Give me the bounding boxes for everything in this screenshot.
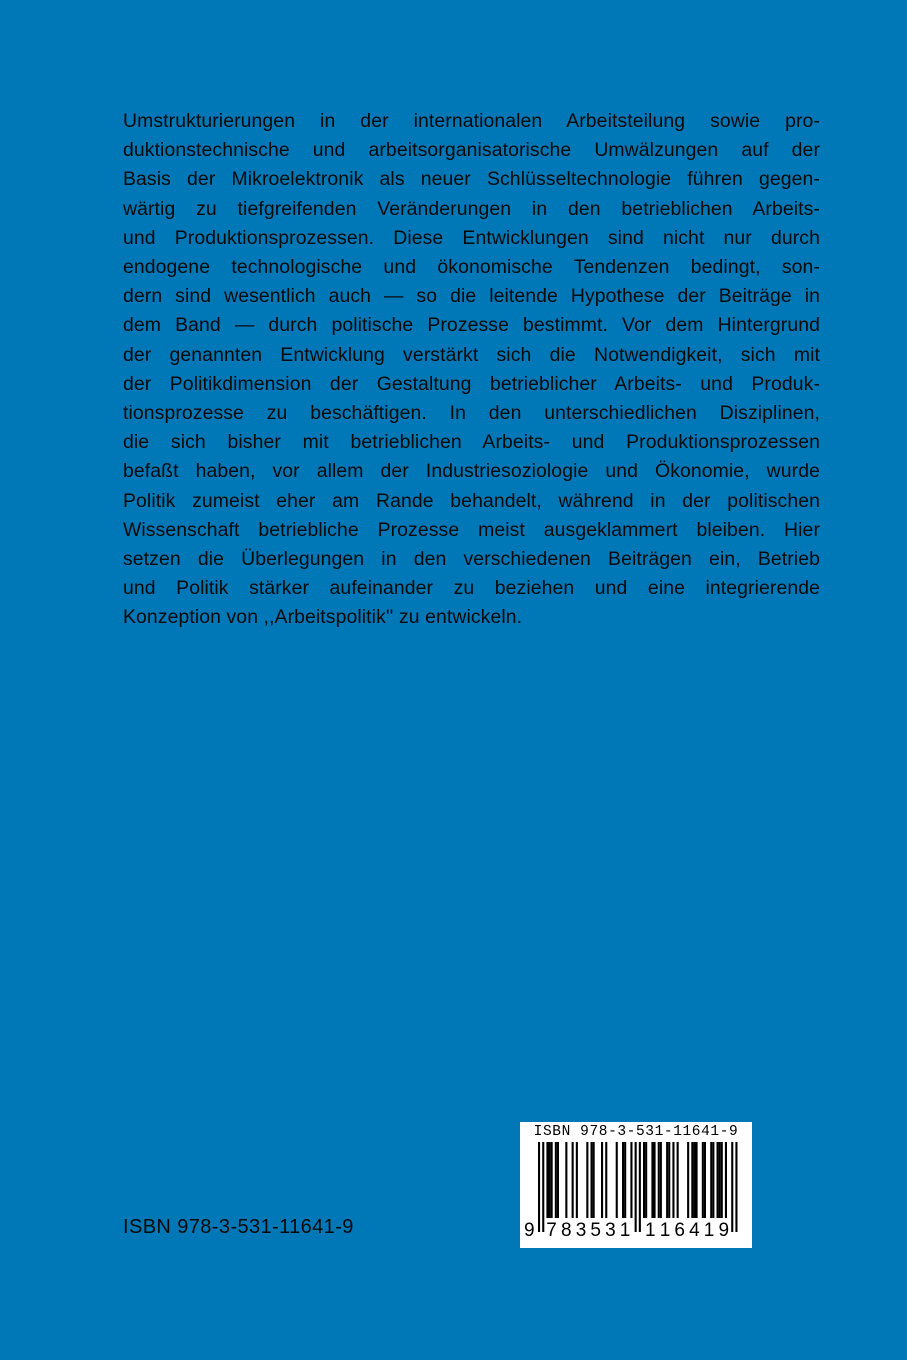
barcode-bar [704, 1142, 706, 1218]
barcode-bar [735, 1142, 737, 1232]
barcode-bar [677, 1142, 679, 1218]
isbn-text: ISBN 978-3-531-11641-9 [123, 1216, 354, 1238]
barcode-bar [549, 1142, 551, 1218]
barcode-bar [719, 1142, 721, 1218]
blurb-line: befaßt haben, vor allem der Industriesoziologie und Ökonomie, wurde [123, 460, 820, 483]
barcode-bar [593, 1142, 595, 1218]
blurb-line: tionsprozesse zu beschäftigen. In den unterschiedlichen Disziplinen, [123, 402, 820, 425]
blurb-line: dem Band — durch politische Prozesse bestimmt. Vor dem Hintergrund [123, 314, 820, 337]
barcode-bar [725, 1142, 727, 1218]
barcode-bar [687, 1142, 689, 1218]
barcode-bar [616, 1142, 618, 1218]
barcode-digits [520, 1220, 752, 1246]
barcode-digit: 1 [659, 1220, 671, 1241]
barcode-bar [666, 1142, 668, 1218]
barcode-bar [645, 1142, 647, 1218]
barcode-bar [542, 1142, 544, 1232]
barcode-bar [635, 1142, 637, 1232]
barcode-digit: 1 [645, 1220, 656, 1241]
barcode-bar [624, 1142, 626, 1218]
barcode-bar [622, 1142, 624, 1218]
blurb-line: Politik zumeist eher am Rande behandelt, während in der politischen [123, 489, 820, 512]
blurb-line: Konzeption von ,,Arbeitspolitik'' zu entwickeln. [123, 606, 523, 629]
barcode-bar [710, 1142, 712, 1218]
barcode-digit: 3 [605, 1220, 616, 1241]
barcode-digit: 3 [575, 1220, 587, 1241]
barcode-bar [565, 1142, 567, 1218]
barcode-bar [696, 1142, 698, 1218]
barcode-digit: 5 [590, 1220, 601, 1241]
barcode-bar [551, 1142, 553, 1218]
barcode-digit: 7 [546, 1220, 557, 1241]
blurb-line: und Politik stärker aufeinander zu beziehen und eine integrierende [123, 577, 820, 600]
barcode-bar [601, 1142, 603, 1218]
barcode-bar [658, 1142, 660, 1218]
blurb-line: der genannten Entwicklung verstärkt sich die Notwendigkeit, sich mit [123, 343, 820, 366]
blurb-line: der Politikdimension der Gestaltung betrieblicher Arbeits- und Produk- [123, 372, 820, 395]
barcode-bar [538, 1142, 540, 1232]
barcode-bar [639, 1142, 641, 1232]
barcode [520, 1122, 752, 1248]
barcode-bar [605, 1142, 607, 1218]
barcode-bar [672, 1142, 674, 1218]
barcode-isbn-label: ISBN 978-3-531-11641-9 [533, 1124, 739, 1140]
blurb-line: und Produktionsprozessen. Diese Entwicklungen sind nicht nur durch [123, 226, 820, 249]
blurb-line: dern sind wesentlich auch — so die leitende Hypothese der Beiträge in [123, 285, 820, 308]
barcode-bar [702, 1142, 704, 1218]
blurb-line: duktionstechnische und arbeitsorganisatorische Umwälzungen auf der [123, 139, 820, 162]
barcode-digit: 1 [619, 1220, 631, 1241]
blurb-line: wärtig zu tiefgreifenden Veränderungen in den betrieblichen Arbeits- [123, 197, 820, 220]
barcode-bar [668, 1142, 670, 1218]
barcode-digit: 1 [703, 1220, 715, 1241]
barcode-bar [643, 1142, 645, 1218]
blurb-line: Umstrukturierungen in der internationalen Arbeitsteilung sowie pro- [123, 110, 820, 132]
back-cover-blurb [123, 107, 820, 633]
barcode-digit: 4 [689, 1220, 700, 1241]
barcode-bar [654, 1142, 656, 1218]
blurb-line: Basis der Mikroelektronik als neuer Schlüsseltechnologie führen gegen- [123, 168, 820, 191]
barcode-bar [591, 1142, 593, 1218]
barcode-bar [586, 1142, 588, 1218]
barcode-digit: 9 [524, 1220, 535, 1241]
barcode-bar [712, 1142, 714, 1218]
barcode-bar [630, 1142, 632, 1218]
blurb-line: endogene technologische und ökonomische Tendenzen bedingt, son- [123, 256, 820, 279]
barcode-bar [693, 1142, 695, 1218]
blurb-line: die sich bisher mit betrieblichen Arbeits- und Produktionsprozessen [123, 431, 820, 454]
blurb-line: setzen die Überlegungen in den verschiedenen Beiträgen ein, Betrieb [123, 548, 820, 571]
barcode-bar [555, 1142, 557, 1218]
barcode-bar [691, 1142, 693, 1218]
barcode-digit: 8 [561, 1220, 572, 1241]
blurb-line: Wissenschaft betriebliche Prozesse meist ausgeklammert bleiben. Hier [123, 518, 820, 541]
barcode-bar [721, 1142, 723, 1218]
barcode-bar [651, 1142, 653, 1218]
barcode-bar [660, 1142, 662, 1218]
barcode-bar [717, 1142, 719, 1218]
barcode-bar [546, 1142, 548, 1218]
barcode-bar [557, 1142, 559, 1218]
barcode-bar [576, 1142, 578, 1218]
barcode-digit: 6 [674, 1220, 685, 1241]
barcode-digit: 9 [718, 1220, 730, 1241]
barcode-bar [731, 1142, 733, 1232]
barcode-bar [572, 1142, 574, 1218]
